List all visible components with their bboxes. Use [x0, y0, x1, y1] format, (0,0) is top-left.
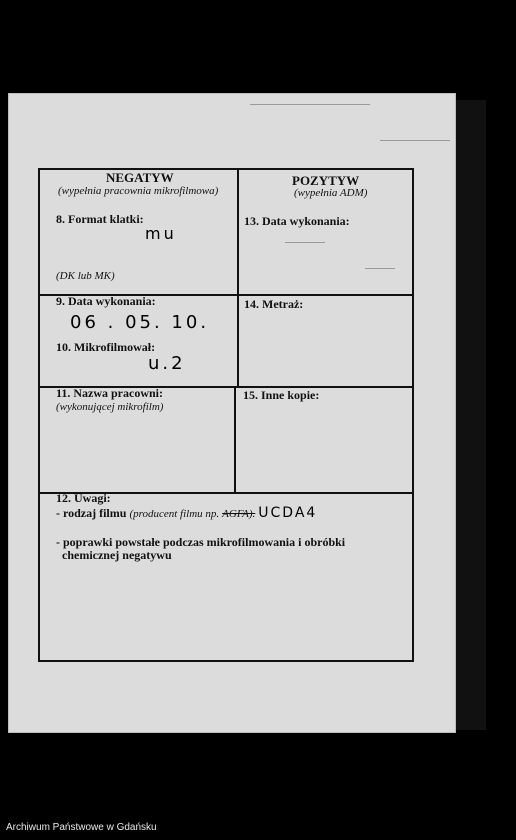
mikrofilm-form: [38, 168, 414, 662]
film-type-struck: AGFA).: [222, 508, 256, 520]
field-12-poprawki-line2: chemicznej negatywu: [62, 548, 172, 562]
pozytyw-subtitle: (wypełnia ADM): [294, 187, 368, 199]
field-10-label: 10. Mikrofilmował:: [56, 340, 156, 354]
column-divider: [234, 386, 236, 492]
field-9-label: 9. Data wykonania:: [56, 294, 156, 308]
field-8-hint: (DK lub MK): [56, 270, 115, 282]
field-12-film-row: [56, 505, 317, 521]
field-15-label: 15. Inne kopie:: [243, 388, 320, 402]
field-8-label: 8. Format klatki:: [56, 212, 144, 226]
scratch-mark: [380, 140, 450, 141]
card-shadow-edge: [456, 100, 486, 730]
field-10-value: u.2: [148, 353, 186, 374]
field-9-value: 06 . 05. 10.: [70, 312, 210, 333]
field-13-label: 13. Data wykonania:: [244, 214, 350, 228]
field-11-hint: (wykonującej mikrofilm): [56, 401, 164, 413]
field-8-value: mu: [145, 224, 177, 243]
pozytyw-title: POZYTYW: [292, 173, 360, 188]
film-type-hint: (producent filmu np.: [129, 508, 220, 520]
field-12-label: 12. Uwagi:: [56, 491, 111, 505]
archive-footer: Archiwum Państwowe w Gdańsku: [6, 822, 157, 833]
scratch-mark: [250, 104, 370, 105]
negatyw-subtitle: (wypełnia pracownia mikrofilmowa): [58, 185, 219, 197]
column-divider: [237, 170, 239, 386]
field-11-label: 11. Nazwa pracowni:: [56, 386, 163, 400]
film-type-value: UCDA4: [258, 505, 318, 521]
film-type-label: - rodzaj filmu: [56, 506, 127, 520]
field-12-poprawki-line1: - poprawki powstałe podczas mikrofilmowania i obróbki: [56, 535, 346, 549]
negatyw-title: NEGATYW: [106, 170, 174, 185]
field-14-label: 14. Metraż:: [244, 297, 304, 311]
